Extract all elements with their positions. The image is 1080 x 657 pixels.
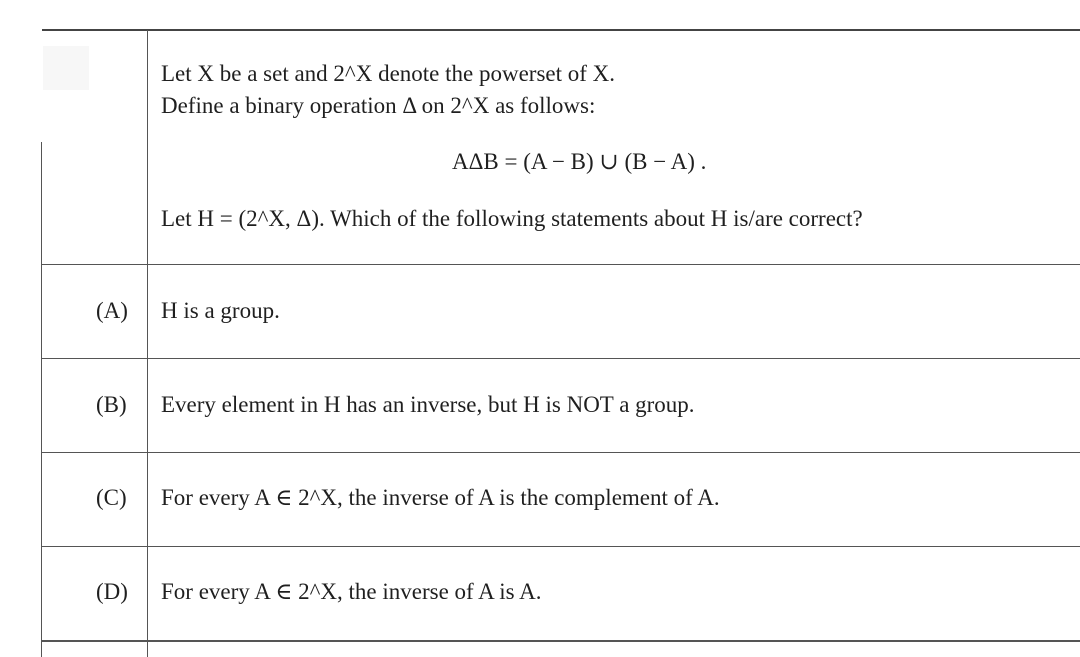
column-divider [147, 30, 148, 657]
table-left-border [41, 142, 42, 657]
question-intro-line-1: Let X be a set and 2^X denote the powerset of X. [161, 61, 616, 86]
question-formula: AΔB = (A − B) ∪ (B − A) . [452, 149, 707, 174]
row-divider [42, 546, 1080, 547]
table-top-border [42, 29, 1080, 31]
question-prompt: Let H = (2^X, Δ). Which of the following statements about H is/are correct? [161, 206, 863, 231]
blank-cell [43, 46, 89, 90]
table-bottom-border [42, 640, 1080, 642]
option-c-label: (C) [96, 485, 127, 510]
option-b-text[interactable]: Every element in H has an inverse, but H is NOT a group. [161, 392, 695, 417]
option-c-text[interactable]: For every A ∈ 2^X, the inverse of A is the complement of A. [161, 485, 720, 510]
option-a-text[interactable]: H is a group. [161, 298, 280, 323]
option-d-text[interactable]: For every A ∈ 2^X, the inverse of A is A. [161, 579, 542, 604]
option-d-label: (D) [96, 579, 128, 604]
row-divider [42, 264, 1080, 265]
question-intro-line-2: Define a binary operation Δ on 2^X as follows: [161, 93, 596, 118]
row-divider [42, 358, 1080, 359]
option-b-label: (B) [96, 392, 127, 417]
row-divider [42, 452, 1080, 453]
option-a-label: (A) [96, 298, 128, 323]
